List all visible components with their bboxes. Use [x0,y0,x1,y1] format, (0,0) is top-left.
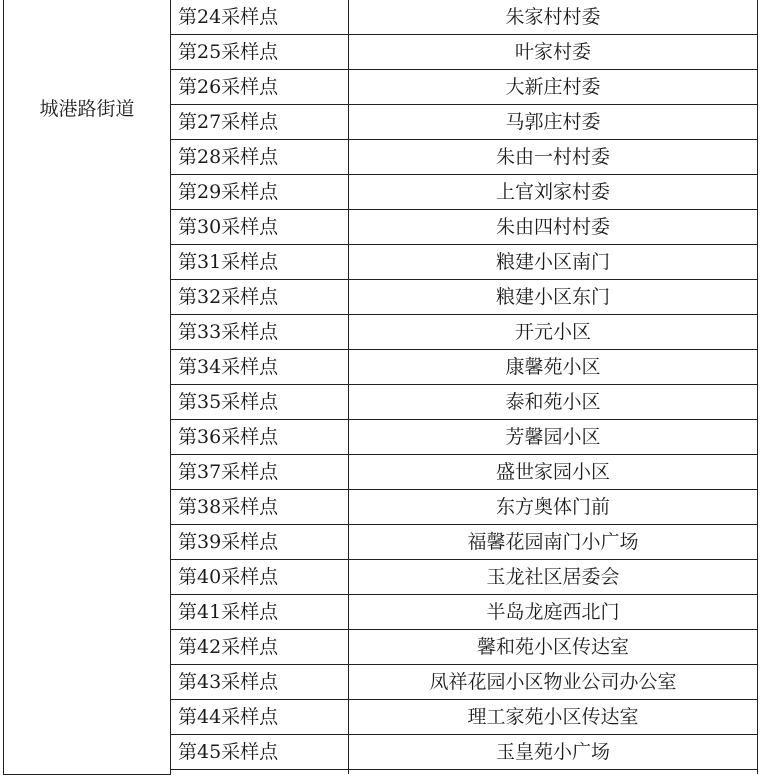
district-cell [4,0,171,774]
location-cell: 理工家苑小区传达室 [349,700,758,735]
sampling-point-cell: 第45采样点 [171,735,349,770]
sampling-point-cell: 第29采样点 [171,175,349,210]
sampling-point-cell: 第26采样点 [171,70,349,105]
location-cell: 粮建小区东门 [349,280,758,315]
sampling-sites-body [4,0,758,774]
location-cell: 半岛龙庭西北门 [349,595,758,630]
table-row [4,0,758,35]
sampling-point-cell: 第30采样点 [171,210,349,245]
location-cell: 盛世家园小区 [349,455,758,490]
sampling-point-cell: 第37采样点 [171,455,349,490]
sampling-point-cell: 第25采样点 [171,35,349,70]
sampling-point-cell: 第39采样点 [171,525,349,560]
location-cell: 福馨花园南门小广场 [349,525,758,560]
sampling-point-cell: 第31采样点 [171,245,349,280]
location-cell: 开元小区 [349,315,758,350]
sampling-point-cell: 第43采样点 [171,665,349,700]
location-cell: 朱由一村村委 [349,140,758,175]
location-cell: 东方奥体门前 [349,490,758,525]
location-cell: 馨和苑小区传达室 [349,630,758,665]
sampling-point-cell: 第35采样点 [171,385,349,420]
location-cell: 凤祥花园小区物业公司办公室 [349,665,758,700]
district-name: 城港路街道 [39,98,135,120]
sampling-point-cell: 第40采样点 [171,560,349,595]
sampling-point-cell: 第24采样点 [171,0,349,35]
sampling-point-cell: 第41采样点 [171,595,349,630]
location-cell: 叶家村委 [349,35,758,70]
location-cell: 康馨苑小区 [349,350,758,385]
sampling-point-cell: 第38采样点 [171,490,349,525]
location-cell: 上官刘家村委 [349,175,758,210]
sampling-point-cell: 第28采样点 [171,140,349,175]
sampling-point-cell: 第42采样点 [171,630,349,665]
sampling-point-cell: 第27采样点 [171,105,349,140]
sampling-point-cell: 第44采样点 [171,700,349,735]
sampling-sites-table [3,0,758,775]
location-cell: 大新庄村委 [349,70,758,105]
location-cell: 朱家村村委 [349,0,758,35]
location-cell: 马郭庄村委 [349,105,758,140]
sampling-point-cell: 第32采样点 [171,280,349,315]
location-cell: 粮建小区南门 [349,245,758,280]
location-cell: 玉龙社区居委会 [349,560,758,595]
location-cell: 芳馨园小区 [349,420,758,455]
location-cell-empty [349,770,758,775]
sampling-point-cell: 第36采样点 [171,420,349,455]
sampling-point-cell: 第34采样点 [171,350,349,385]
location-cell: 玉皇苑小广场 [349,735,758,770]
location-cell: 朱由四村村委 [349,210,758,245]
sampling-point-cell: 第33采样点 [171,315,349,350]
location-cell: 泰和苑小区 [349,385,758,420]
sampling-point-cell-empty [171,770,349,775]
